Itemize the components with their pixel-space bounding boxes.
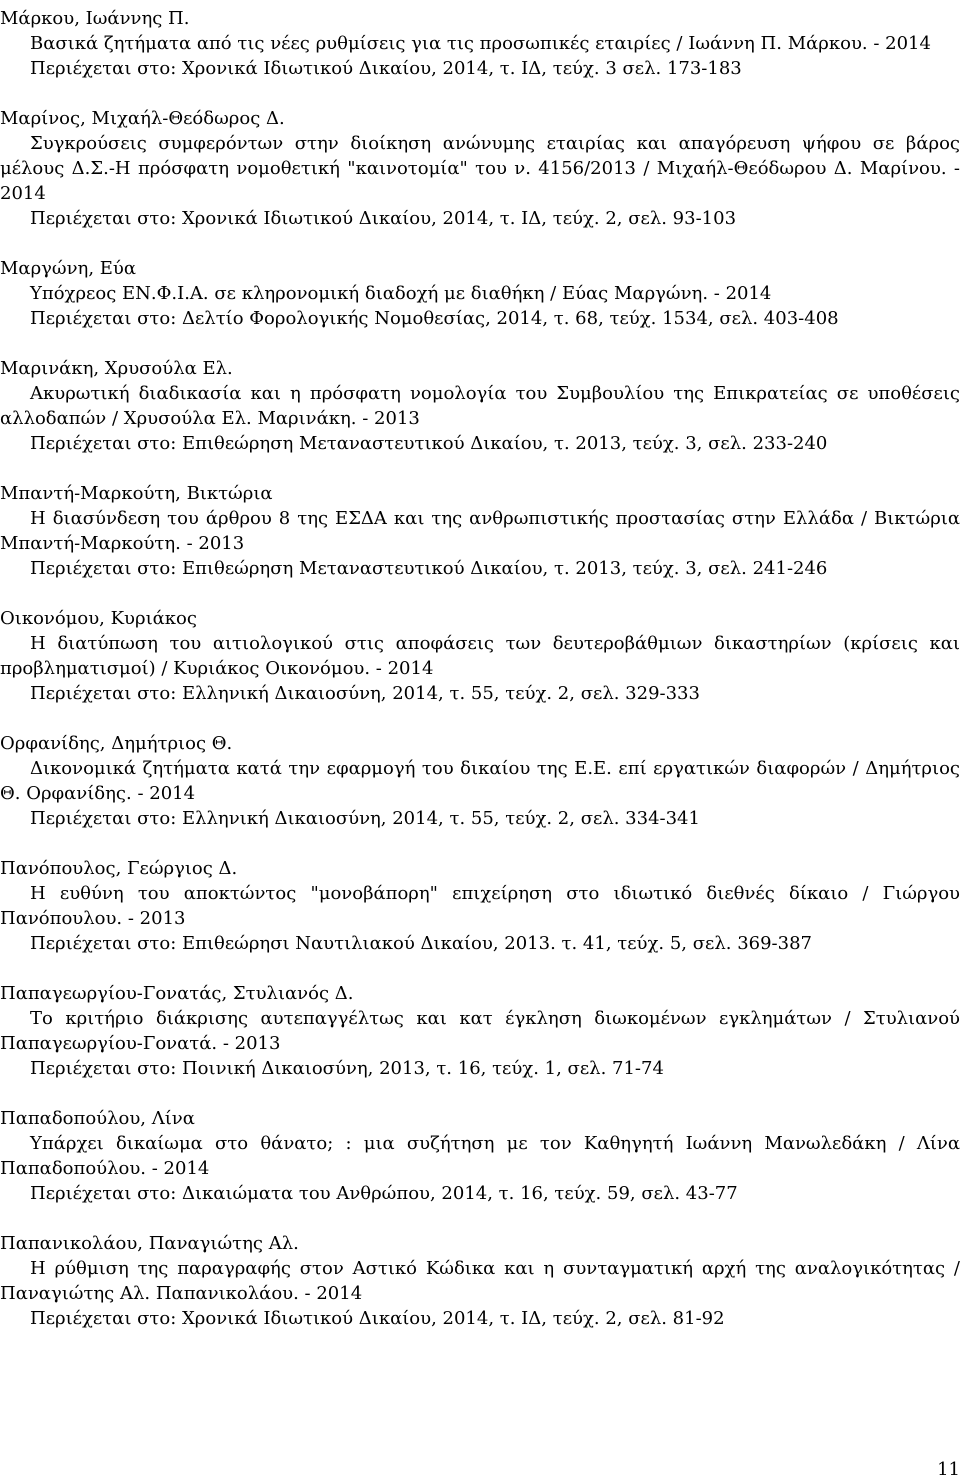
entry-title: Η ευθύνη του αποκτώντος "μονοβάπορη" επιχείρηση στο ιδιωτικό διεθνές δίκαιο / Γιώργου Πανόπουλου. - 2013 <box>0 883 960 929</box>
entry-title: Ακυρωτική διαδικασία και η πρόσφατη νομολογία του Συμβουλίου της Επικρατείας σε υποθέσεις αλλοδαπών / Χρυσούλα Ελ. Μαρινάκη. - 2013 <box>0 383 960 429</box>
entry-author: Ορφανίδης, Δημήτριος Θ. <box>0 733 233 754</box>
entry-source: Περιέχεται στο: Επιθεώρηση Μεταναστευτικού Δικαίου, τ. 2013, τεύχ. 3, σελ. 233-240 <box>30 433 828 454</box>
entry-author: Μαργώνη, Εύα <box>0 258 137 279</box>
bibliography-entry <box>0 1231 960 1331</box>
entry-source: Περιέχεται στο: Χρονικά Ιδιωτικού Δικαίου, 2014, τ. ΙΔ, τεύχ. 3 σελ. 173-183 <box>30 58 742 79</box>
entry-title: Υπόχρεος ΕΝ.Φ.Ι.Α. σε κληρονομική διαδοχή με διαθήκη / Εύας Μαργώνη. - 2014 <box>30 283 772 304</box>
bibliography-entry <box>0 1106 960 1206</box>
entry-source: Περιέχεται στο: Ελληνική Δικαιοσύνη, 2014, τ. 55, τεύχ. 2, σελ. 334-341 <box>30 808 700 829</box>
bibliography-entry <box>0 6 960 81</box>
entry-source: Περιέχεται στο: Δελτίο Φορολογικής Νομοθεσίας, 2014, τ. 68, τεύχ. 1534, σελ. 403-408 <box>30 308 839 329</box>
entry-author: Μαρινάκη, Χρυσούλα Ελ. <box>0 358 233 379</box>
bibliography-entry <box>0 981 960 1081</box>
entry-title: Βασικά ζητήματα από τις νέες ρυθμίσεις για τις προσωπικές εταιρίες / Ιωάννη Π. Μάρκου. - 2014 <box>30 33 931 54</box>
entry-source: Περιέχεται στο: Χρονικά Ιδιωτικού Δικαίου, 2014, τ. ΙΔ, τεύχ. 2, σελ. 81-92 <box>30 1308 725 1329</box>
entry-author: Παπαγεωργίου-Γονατάς, Στυλιανός Δ. <box>0 983 354 1004</box>
bibliography-entry <box>0 481 960 581</box>
entry-source: Περιέχεται στο: Ποινική Δικαιοσύνη, 2013, τ. 16, τεύχ. 1, σελ. 71-74 <box>30 1058 664 1079</box>
entry-source: Περιέχεται στο: Ελληνική Δικαιοσύνη, 2014, τ. 55, τεύχ. 2, σελ. 329-333 <box>30 683 700 704</box>
page-number: 11 <box>937 1459 960 1480</box>
entry-title: Η ρύθμιση της παραγραφής στον Αστικό Κώδικα και η συνταγματική αρχή της αναλογικότητας / Παναγιώτης Αλ. Παπανικολάου. - 2014 <box>0 1258 960 1304</box>
bibliography-entry <box>0 256 960 331</box>
bibliography-entry <box>0 106 960 231</box>
entry-author: Οικονόμου, Κυριάκος <box>0 608 197 629</box>
bibliography-entry <box>0 606 960 706</box>
entry-source: Περιέχεται στο: Χρονικά Ιδιωτικού Δικαίου, 2014, τ. ΙΔ, τεύχ. 2, σελ. 93-103 <box>30 208 737 229</box>
bibliography-entry <box>0 356 960 456</box>
entry-title: Η διασύνδεση του άρθρου 8 της ΕΣΔΑ και της ανθρωπιστικής προστασίας στην Ελλάδα / Βικτώρια Μπαντή-Μαρκούτη. - 2013 <box>0 508 960 554</box>
entry-title: Το κριτήριο διάκρισης αυτεπαγγέλτως και κατ έγκληση διωκομένων εγκλημάτων / Στυλιανού Παπαγεωργίου-Γονατά. - 2013 <box>0 1008 960 1054</box>
entry-author: Μάρκου, Ιωάννης Π. <box>0 8 190 29</box>
entry-source: Περιέχεται στο: Επιθεώρηση Μεταναστευτικού Δικαίου, τ. 2013, τεύχ. 3, σελ. 241-246 <box>30 558 828 579</box>
entry-title: Η διατύπωση του αιτιολογικού στις αποφάσεις των δευτεροβάθμιων δικαστηρίων (κρίσεις και προβληματισμοί) / Κυριάκος Οικονόμου. - 2014 <box>0 633 960 679</box>
bibliography-entry <box>0 856 960 956</box>
entry-author: Παπαδοπούλου, Λίνα <box>0 1108 195 1129</box>
entry-source: Περιέχεται στο: Επιθεώρησι Ναυτιλιακού Δικαίου, 2013. τ. 41, τεύχ. 5, σελ. 369-387 <box>30 933 812 954</box>
entry-author: Πανόπουλος, Γεώργιος Δ. <box>0 858 238 879</box>
entry-author: Παπανικολάου, Παναγιώτης Αλ. <box>0 1233 299 1254</box>
entry-source: Περιέχεται στο: Δικαιώματα του Ανθρώπου, 2014, τ. 16, τεύχ. 59, σελ. 43-77 <box>30 1183 738 1204</box>
entry-author: Μαρίνος, Μιχαήλ-Θεόδωρος Δ. <box>0 108 285 129</box>
entry-title: Υπάρχει δικαίωμα στο θάνατο; : μια συζήτηση με τον Καθηγητή Ιωάννη Μανωλεδάκη / Λίνα Παπαδοπούλου. - 2014 <box>0 1133 960 1179</box>
entry-title: Δικονομικά ζητήματα κατά την εφαρμογή του δικαίου της Ε.Ε. επί εργατικών διαφορών / Δημήτριος Θ. Ορφανίδης. - 2014 <box>0 758 960 804</box>
entry-title: Συγκρούσεις συμφερόντων στην διοίκηση ανώνυμης εταιρίας και απαγόρευση ψήφου σε βάρος μέλους Δ.Σ.-Η πρόσφατη νομοθετική "καινοτομία" του ν. 4156/2013 / Μιχαήλ-Θεόδωρου Δ. Μαρίνου. - 2014 <box>0 133 960 204</box>
bibliography-entry <box>0 731 960 831</box>
bibliography-list <box>0 6 960 1356</box>
entry-author: Μπαντή-Μαρκούτη, Βικτώρια <box>0 483 273 504</box>
